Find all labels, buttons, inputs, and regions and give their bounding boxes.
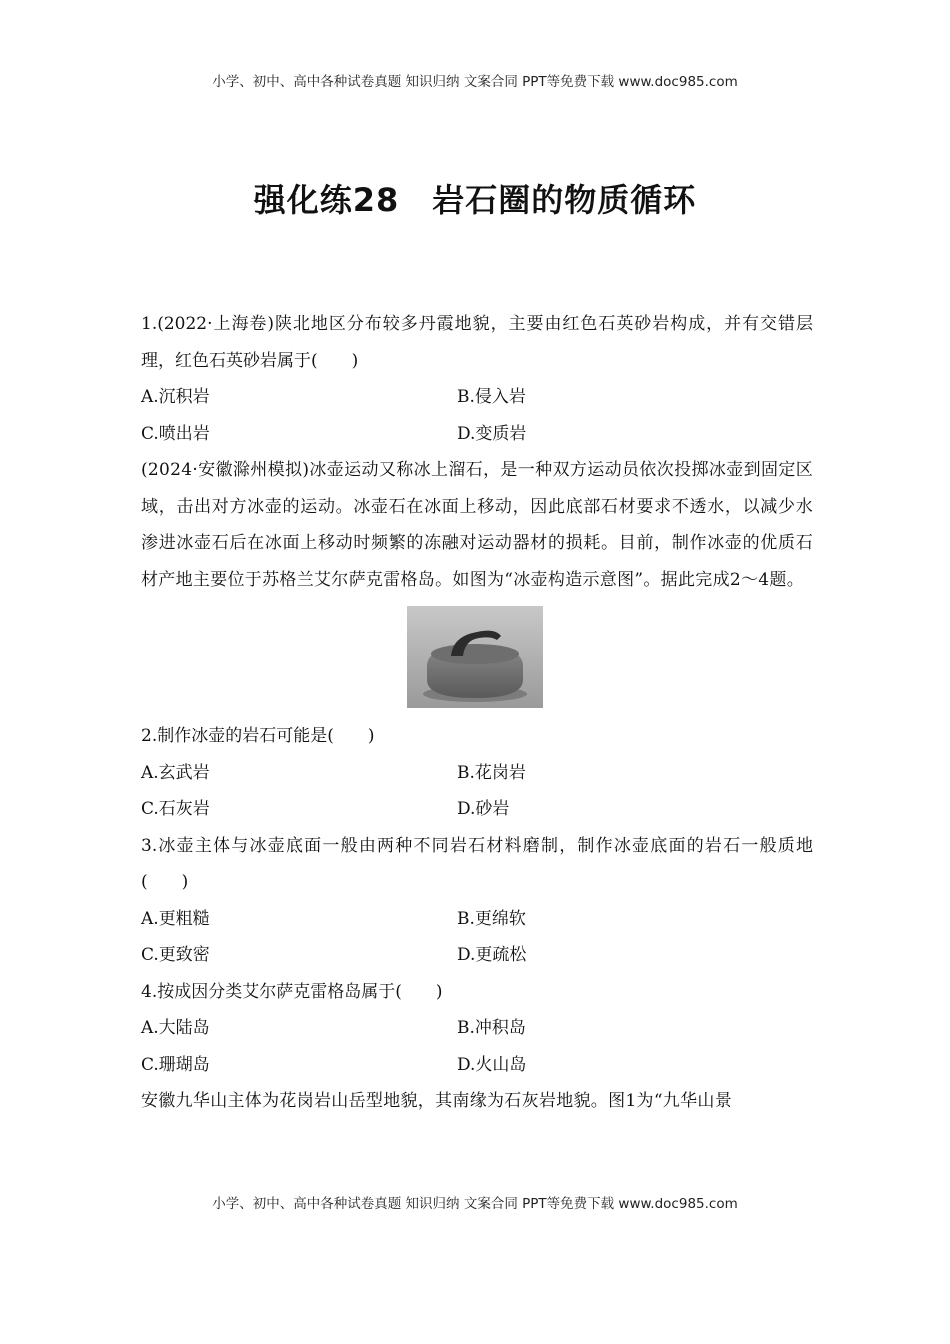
question-4-option-c: C.珊瑚岛 bbox=[141, 1054, 210, 1075]
question-1-options-row-2 bbox=[141, 416, 813, 453]
question-1-option-c: C.喷出岩 bbox=[141, 423, 210, 444]
question-3-stem: 3.冰壶主体与冰壶底面一般由两种不同岩石材料磨制，制作冰壶底面的岩石一般质地( ) bbox=[141, 835, 813, 892]
curling-stone-image bbox=[407, 606, 543, 708]
question-2-option-b: B.花岗岩 bbox=[457, 762, 526, 783]
curling-passage: (2024·安徽滁州模拟)冰壶运动又称冰上溜石，是一种双方运动员依次投掷冰壶到固定区域，击出对方冰壶的运动。冰壶石在冰面上移动，因此底部石材要求不透水，以减少水渗进冰壶石后在冰面上移动时频繁的冻融对运动器材的损耗。目前，制作冰壶的优质石材产地主要位于苏格兰艾尔萨克雷格岛。如图为“冰壶构造示意图”。据此完成2～4题。 bbox=[141, 460, 813, 590]
question-2-options-row-2 bbox=[141, 791, 813, 828]
question-3-option-d: D.更疏松 bbox=[457, 945, 527, 965]
question-4-option-b: B.冲积岛 bbox=[457, 1018, 526, 1038]
question-3-option-b: B.更绵软 bbox=[457, 908, 526, 929]
question-2-option-c: C.石灰岩 bbox=[141, 799, 210, 819]
question-2-option-a: A.玄武岩 bbox=[141, 762, 210, 783]
page-title: 强化练28 岩石圈的物质循环 bbox=[253, 181, 697, 219]
question-4-stem: 4.按成因分类艾尔萨克雷格岛属于( ) bbox=[141, 981, 443, 1002]
question-4-option-d: D.火山岛 bbox=[457, 1054, 527, 1075]
question-2-stem: 2.制作冰壶的岩石可能是( ) bbox=[141, 726, 375, 746]
question-3-options-row-1 bbox=[141, 901, 813, 938]
question-3-option-a: A.更粗糙 bbox=[141, 908, 210, 929]
question-3-options-row-2 bbox=[141, 937, 813, 974]
jiuhua-passage: 安徽九华山主体为花岗岩山岳型地貌，其南缘为石灰岩地貌。图1为“九华山景 bbox=[141, 1091, 733, 1111]
question-2-option-d: D.砂岩 bbox=[457, 799, 510, 819]
footer-banner: 小学、初中、高中各种试卷真题 知识归纳 文案合同 PPT等免费下载 www.doc985.com bbox=[212, 1196, 738, 1212]
header-banner: 小学、初中、高中各种试卷真题 知识归纳 文案合同 PPT等免费下载 www.doc985.com bbox=[212, 74, 738, 90]
question-1-option-b: B.侵入岩 bbox=[457, 387, 526, 407]
question-1-option-d: D.变质岩 bbox=[457, 423, 527, 444]
question-4-options-row-2 bbox=[141, 1047, 813, 1084]
document-body bbox=[141, 306, 813, 1120]
question-2-options-row-1 bbox=[141, 755, 813, 792]
question-3-option-c: C.更致密 bbox=[141, 945, 210, 965]
question-1-stem: 1.(2022·上海卷)陕北地区分布较多丹霞地貌，主要由红色石英砂岩构成，并有交错层理，红色石英砂岩属于( ) bbox=[141, 314, 813, 371]
question-4-options-row-1 bbox=[141, 1010, 813, 1047]
question-4-option-a: A.大陆岛 bbox=[141, 1018, 210, 1038]
question-1-option-a: A.沉积岩 bbox=[141, 387, 210, 407]
question-1-options-row-1 bbox=[141, 379, 813, 416]
